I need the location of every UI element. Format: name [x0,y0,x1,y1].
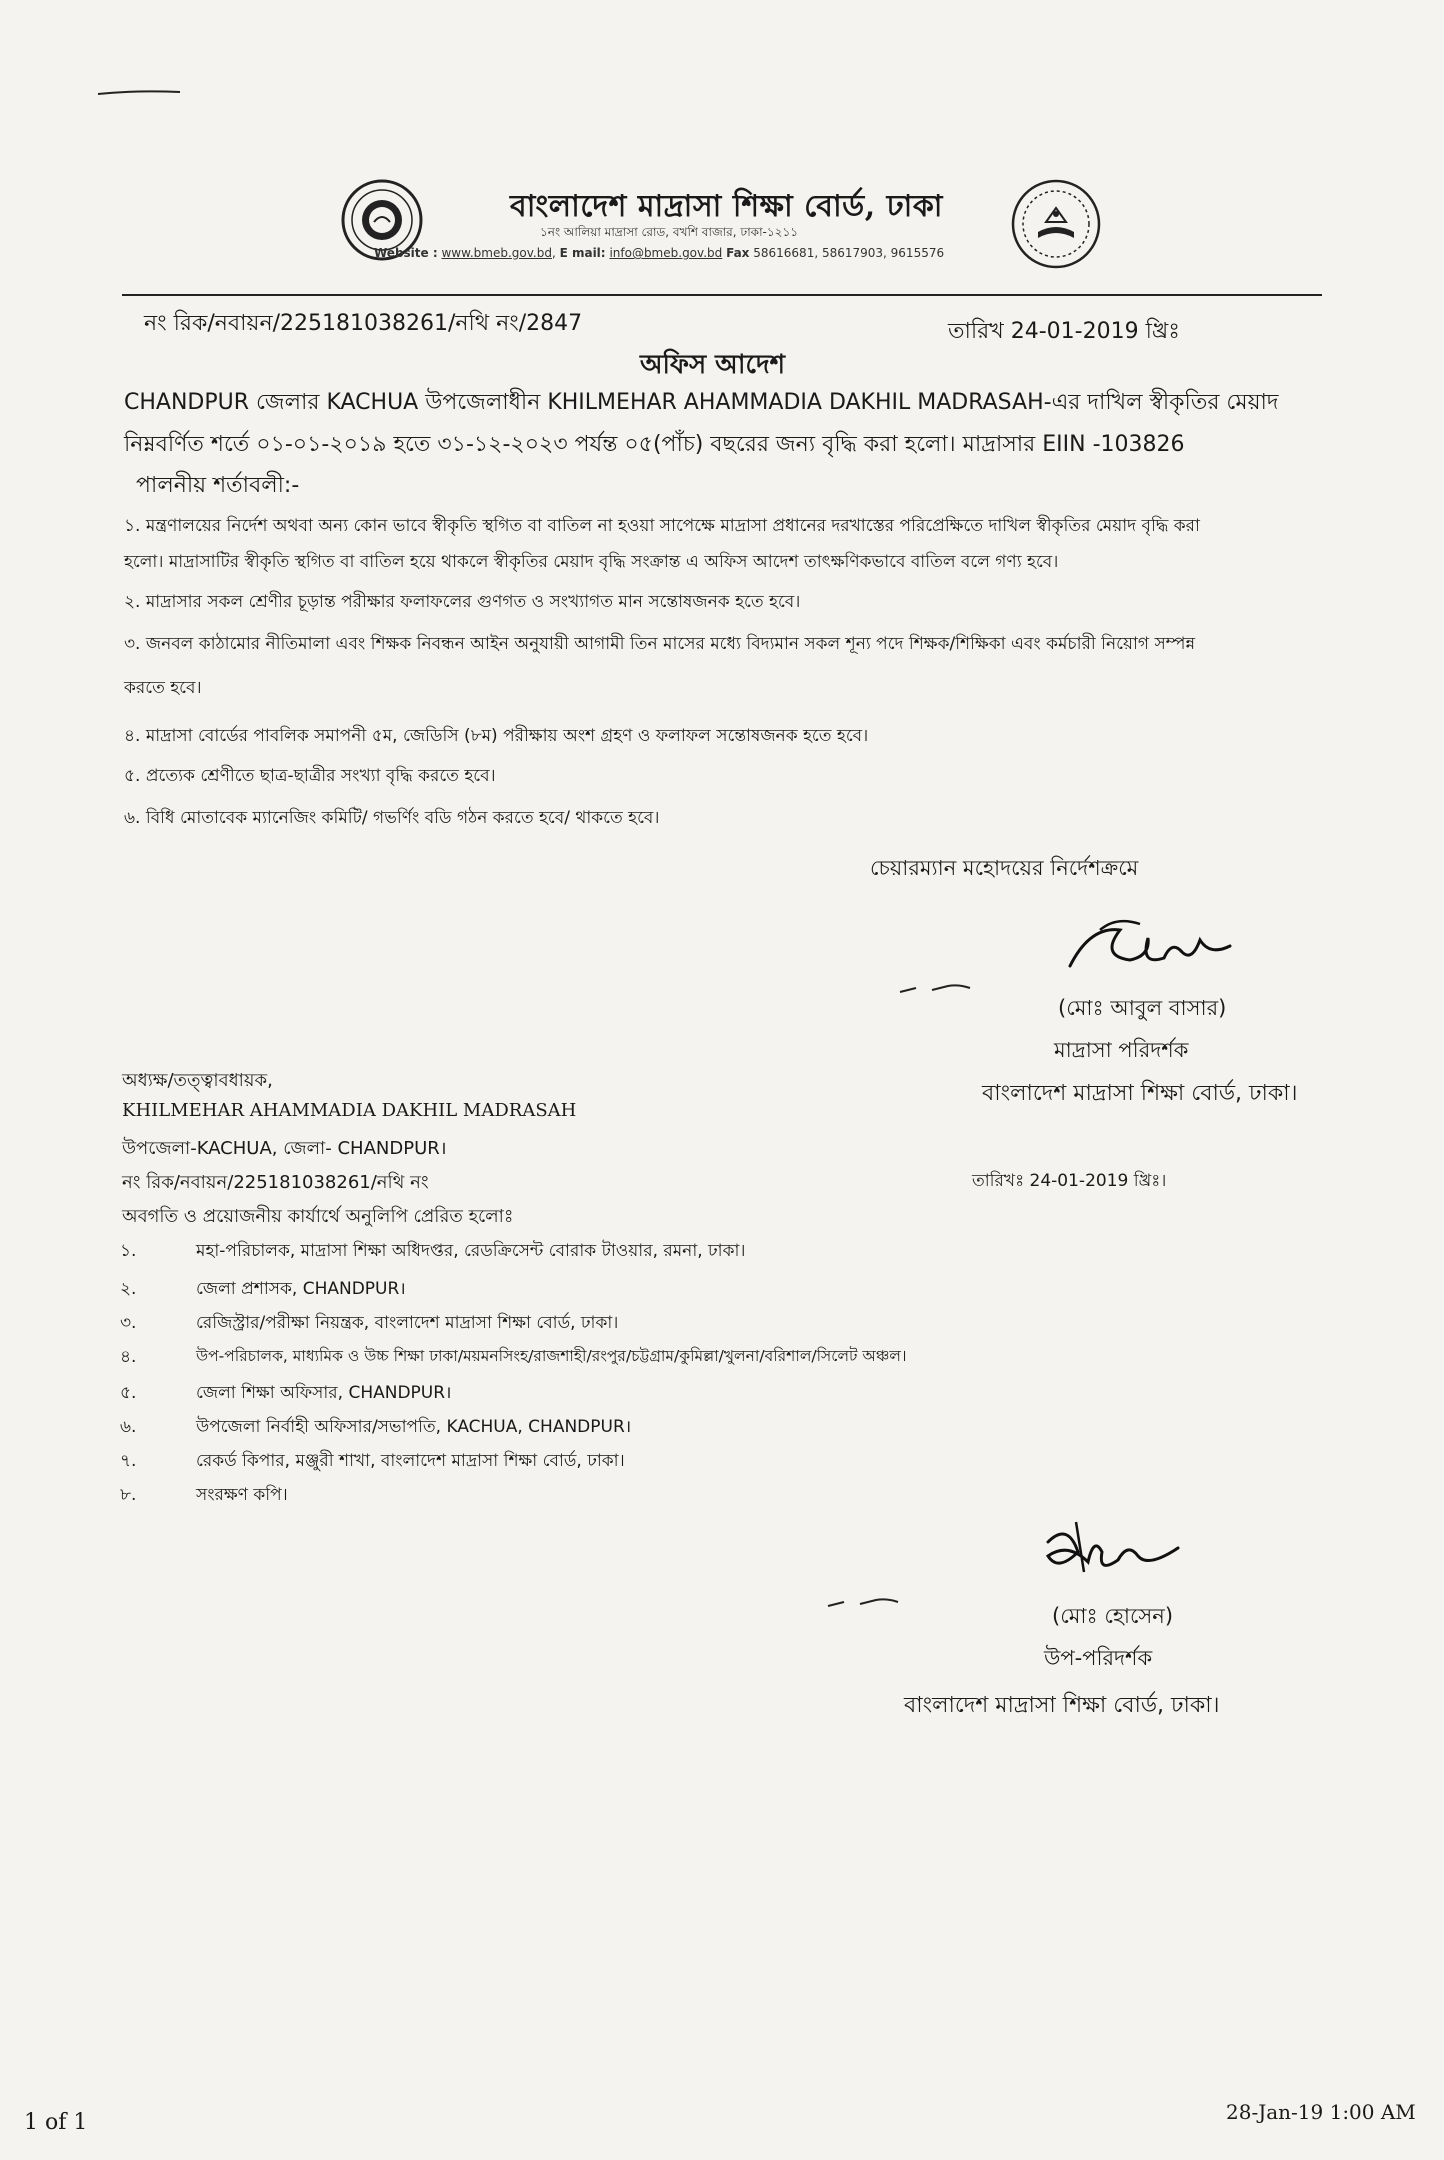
signatory-org: বাংলাদেশ মাদ্রাসা শিক্ষা বোর্ড, ঢাকা। [904,1693,1220,1718]
print-timestamp: 28-Jan-19 1:00 AM [1226,2100,1416,2124]
condition-item [124,758,1324,794]
pen-mark [96,88,182,98]
condition-item [124,626,1324,706]
order-of-chairman: চেয়ারম্যান মহোদয়ের নির্দেশক্রমে [870,856,1139,880]
fax-label: Fax [726,246,750,260]
addressee-line: KHILMEHAR AHAMMADIA DAKHIL MADRASAH [122,1100,577,1121]
copy-item-text: রেকর্ড কিপার, মঞ্জুরী শাখা, বাংলাদেশ মাদ্রাসা শিক্ষা বোর্ড, ঢাকা। [196,1451,625,1471]
email-label: E mail: [559,246,606,260]
condition-line: ৩. জনবল কাঠামোর নীতিমালা এবং শিক্ষক নিবন্ধন আইন অনুযায়ী আগামী তিন মাসের মধ্যে বিদ্যমান সকল শূন্য পদে শিক্ষক/শিক্ষিকা এবং কর্মচারী নিয়োগ সম্পন্ন [124,634,1196,654]
order-body-line: CHANDPUR জেলার KACHUA উপজেলাধীন KHILMEHAR AHAMMADIA DAKHIL MADRASAH-এর দাখিল স্বীকৃতির মেয়াদ [124,390,1279,415]
signatory-title: মাদ্রাসা পরিদর্শক [1054,1038,1189,1062]
signatory-name: (মোঃ আবুল বাসার) [1058,996,1227,1020]
copy-date: তারিখঃ 24-01-2019 খ্রিঃ। [972,1171,1167,1191]
condition-item [124,718,1324,754]
copy-item-number: ৭. [120,1451,137,1471]
condition-line: করতে হবে। [124,678,202,698]
copy-item-text: সংরক্ষণ কপি। [196,1485,288,1505]
order-body-line: নিম্নবর্ণিত শর্তে ০১-০১-২০১৯ হতে ৩১-১২-২০২৩ পর্যন্ত ০৫(পাঁচ) বছরের জন্য বৃদ্ধি করা হলো। মাদ্রাসার EIIN -103826 [124,432,1185,457]
copy-item-number: ৮. [120,1485,137,1505]
signatory-org: বাংলাদেশ মাদ্রাসা শিক্ষা বোর্ড, ঢাকা। [982,1081,1298,1106]
addressee-line: উপজেলা-KACHUA, জেলা- CHANDPUR। [122,1138,447,1159]
copy-item-text: উপজেলা নির্বাহী অফিসার/সভাপতি, KACHUA, CHANDPUR। [196,1417,632,1437]
website-label: Website : [374,246,438,260]
signatory-title: উপ-পরিদর্শক [1044,1646,1153,1670]
copy-item-number: ২. [120,1279,137,1299]
page-number: 1 of 1 [24,2110,88,2135]
copy-item-number: ১. [120,1241,137,1261]
addressee-line: অধ্যক্ষ/তত্ত্বাবধায়ক, [122,1070,273,1091]
condition-item [124,508,1324,580]
signature-inspector [1060,896,1240,986]
copy-item-text: জেলা প্রশাসক, CHANDPUR। [196,1279,406,1299]
board-logo-icon [1010,178,1102,270]
board-contact: Website : www.bmeb.gov.bd, E mail: info@bmeb.gov.bd Fax 58616681, 58617903, 9615576 [374,246,945,260]
copy-item-text: উপ-পরিচালক, মাধ্যমিক ও উচ্চ শিক্ষা ঢাকা/ময়মনসিংহ/রাজশাহী/রংপুর/চট্টগ্রাম/কুমিল্লা/খুলনা/বরিশাল/সিলেট অঞ্চল। [196,1347,907,1365]
signatory-name: (মোঃ হোসেন) [1052,1604,1174,1628]
copy-item-text: রেজিস্ট্রার/পরীক্ষা নিয়ন্ত্রক, বাংলাদেশ মাদ্রাসা শিক্ষা বোর্ড, ঢাকা। [196,1313,619,1333]
website-link[interactable]: www.bmeb.gov.bd [441,246,552,260]
fax-numbers: 58616681, 58617903, 9615576 [753,246,945,260]
letterhead-divider [122,294,1322,296]
condition-item [124,800,1324,836]
memo-date: তারিখ 24-01-2019 খ্রিঃ [948,319,1180,344]
condition-line: ৪. মাদ্রাসা বোর্ডের পাবলিক সমাপনী ৫ম, জেডিসি (৮ম) পরীক্ষায় অংশ গ্রহণ ও ফলাফল সন্তোষজনক হতে হবে। [124,726,869,746]
copy-item-number: ৬. [120,1417,137,1437]
copy-item-text: মহা-পরিচালক, মাদ্রাসা শিক্ষা অধিদপ্তর, রেডক্রিসেন্ট বোরাক টাওয়ার, রমনা, ঢাকা। [196,1241,746,1261]
order-body [124,382,1324,466]
document-title: অফিস আদেশ [640,350,786,380]
condition-line: ২. মাদ্রাসার সকল শ্রেণীর চূড়ান্ত পরীক্ষার ফলাফলের গুণগত ও সংখ্যাগত মান সন্তোষজনক হতে হবে। [124,592,801,612]
board-address: ১নং আলিয়া মাদ্রাসা রোড, বখশি বাজার, ঢাকা-১২১১ [540,225,799,239]
condition-line: ৫. প্রত্যেক শ্রেণীতে ছাত্র-ছাত্রীর সংখ্যা বৃদ্ধি করতে হবে। [124,766,496,786]
conditions-heading: পালনীয় শর্তাবলী:- [136,473,300,498]
copy-item-number: ৪. [120,1347,137,1367]
condition-line: ৬. বিধি মোতাবেক ম্যানেজিং কমিটি/ গভর্ণিং বডি গঠন করতে হবে/ থাকতে হবে। [124,808,660,828]
email-link[interactable]: info@bmeb.gov.bd [609,246,723,260]
board-name: বাংলাদেশ মাদ্রাসা শিক্ষা বোর্ড, ঢাকা [510,189,944,224]
copy-item-number: ৩. [120,1313,137,1333]
condition-line: ১. মন্ত্রণালয়ের নির্দেশ অথবা অন্য কোন ভাবে স্বীকৃতি স্থগিত বা বাতিল না হওয়া সাপেক্ষে মাদ্রাসা প্রধানের দরখাস্তের পরিপ্রেক্ষিতে দাখিল স্বীকৃতির মেয়াদ বৃদ্ধি করা [124,516,1200,536]
copy-item-text: জেলা শিক্ষা অফিসার, CHANDPUR। [196,1383,452,1403]
condition-line: হলো। মাদ্রাসাটির স্বীকৃতি স্থগিত বা বাতিল হয়ে থাকলে স্বীকৃতির মেয়াদ বৃদ্ধি সংক্রান্ত এ অফিস আদেশ তাৎক্ষণিকভাবে বাতিল বলে গণ্য হবে। [124,552,1059,572]
signature-deputy-inspector [1028,1512,1188,1592]
addressee-memo-number: নং রিক/নবায়ন/225181038261/নথি নং [122,1172,429,1193]
memo-number: নং রিক/নবায়ন/225181038261/নথি নং/2847 [144,311,583,336]
initial-mark [898,982,972,996]
copy-item-number: ৫. [120,1383,137,1403]
initial-mark [826,1596,900,1610]
copy-intro: অবগতি ও প্রয়োজনীয় কার্যার্থে অনুলিপি প্রেরিত হলোঃ [122,1206,514,1227]
condition-item [124,584,1324,620]
